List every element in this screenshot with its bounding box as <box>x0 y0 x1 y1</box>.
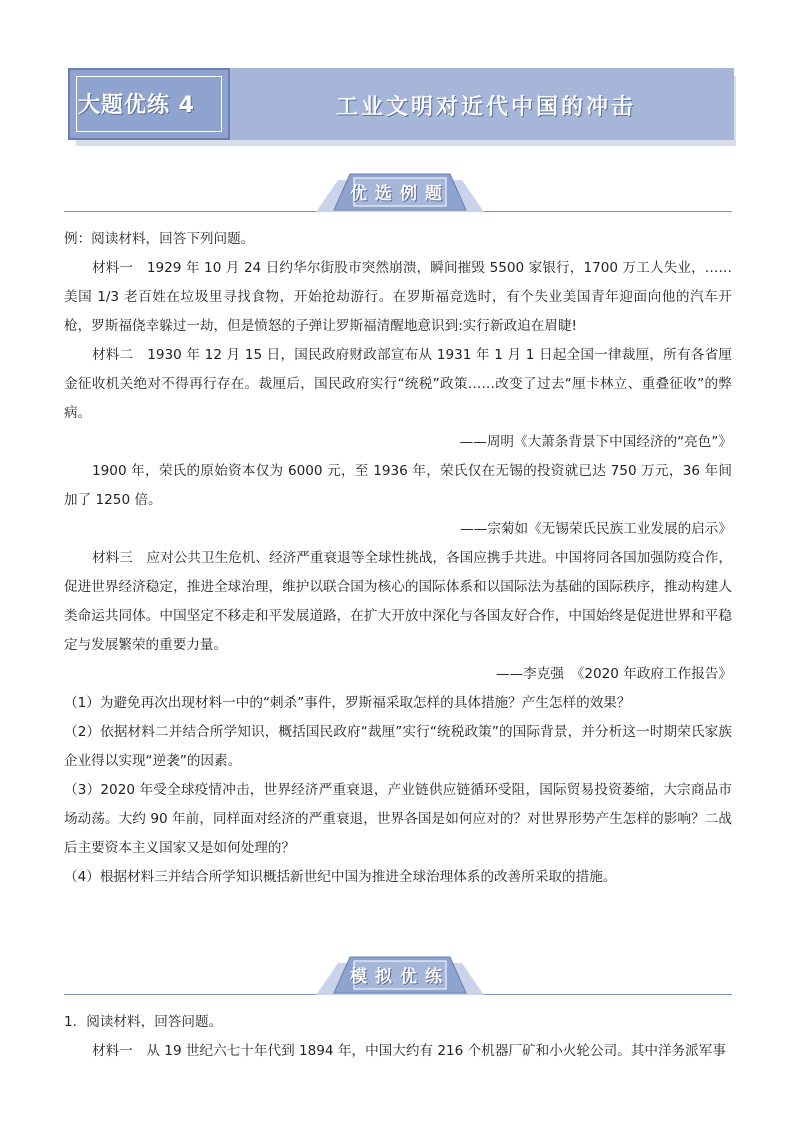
example-intro: 例：阅读材料，回答下列问题。 <box>64 231 255 247</box>
question-2: （2）依据材料二并结合所学知识，概括国民政府“裁厘”实行“统税政策”的国际背景，并分析这一时期荣氏家族企业得以实现“逆袭”的因素。 <box>64 724 732 769</box>
question-1: （1）为避免再次出现材料一中的“刺杀”事件，罗斯福采取怎样的具体措施？产生怎样的效果？ <box>64 695 631 711</box>
material-two: 材料二 1930 年 12 月 15 日，国民政府财政部宣布从 1931 年 1 月 1 日起全国一律裁厘，所有各省厘金征收机关绝对不得再行存在。裁厘后，国民政府实行“统税”政策……改变了过去“厘卡林立、重叠征收”的弊病。 <box>64 347 732 421</box>
banner-tag: 大题优练 4 <box>78 93 195 118</box>
source-citation: ——周明《大萧条背景下中国经济的“亮色”》 <box>459 434 732 450</box>
section-label: 模拟优练 <box>350 967 450 987</box>
example-block <box>64 225 732 892</box>
practice-block <box>64 1008 732 1066</box>
practice-intro: 1．阅读材料，回答问题。 <box>64 1014 223 1030</box>
practice-material-one: 材料一 从 19 世纪六七十年代到 1894 年，中国大约有 216 个机器厂矿和小火轮公司。其中洋务派军事 <box>92 1043 726 1059</box>
source-citation: ——宗菊如《无锡荣氏民族工业发展的启示》 <box>460 521 732 537</box>
source-citation: ——李克强 《2020 年政府工作报告》 <box>495 666 732 682</box>
question-3: （3）2020 年受全球疫情冲击，世界经济严重衰退，产业链供应链循环受阻，国际贸易投资萎缩，大宗商品市场动荡。大约 90 年前，同样面对经济的严重衰退，世界各国是如何应对的？对世界形势产生怎样的影响？二战后主要资本主义国家又是如何处理的？ <box>64 782 732 856</box>
section-label: 优选例题 <box>350 184 450 204</box>
material-two-extra: 1900 年，荣氏的原始资本仅为 6000 元，至 1936 年，荣氏仅在无锡的投资就已达 750 万元，36 年间加了 1250 倍。 <box>64 463 732 508</box>
section-header-practice <box>64 955 732 995</box>
material-three: 材料三 应对公共卫生危机、经济严重衰退等全球性挑战，各国应携手共进。中国将同各国加强防疫合作，促进世界经济稳定，推进全球治理，维护以联合国为核心的国际体系和以国际法为基础的国际秩序，推动构建人类命运共同体。中国坚定不移走和平发展道路，在扩大开放中深化与各国友好合作，中国始终是促进世界和平稳定与发展繁荣的重要力量。 <box>64 550 732 653</box>
section-header-examples <box>64 172 732 212</box>
section-badge <box>316 955 484 995</box>
section-badge <box>316 172 484 212</box>
question-4: （4）根据材料三并结合所学知识概括新世纪中国为推进全球治理体系的改善所采取的措施。 <box>64 869 617 885</box>
page-title: 工业文明对近代中国的冲击 <box>336 95 637 120</box>
material-one: 材料一 1929 年 10 月 24 日约华尔街股市突然崩溃，瞬间摧毁 5500 家银行，1700 万工人失业，……美国 1/3 老百姓在垃圾里寻找食物，开始抢劫游行。在罗斯福竞选时，有个失业美国青年迎面向他的汽车开枪，罗斯福侥幸躲过一劫，但是愤怒的子弹让罗斯福清醒地意识到:实行新政迫在眉睫! <box>64 260 732 334</box>
header-banner <box>68 68 734 140</box>
